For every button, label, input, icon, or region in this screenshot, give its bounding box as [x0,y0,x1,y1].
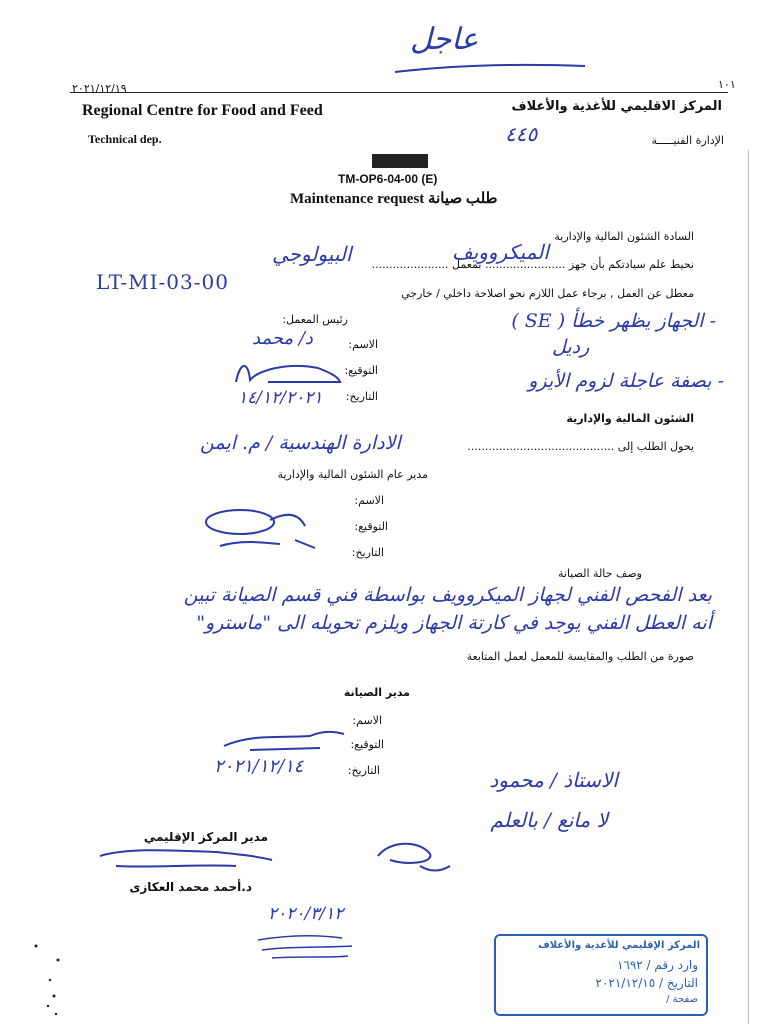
forward-line: يحول الطلب إلى .......................................... [467,440,694,453]
name-label-3: الاسم: [352,714,382,727]
dept-en: Technical dep. [88,132,162,146]
date-label-2: التاريخ: [351,546,384,559]
incoming-stamp [494,934,708,1016]
handwritten-bottom-date: ٢٠٢٠/٣/١٢ [268,904,344,924]
org-name-en: Regional Centre for Food and Feed [82,102,323,119]
director-label: مدير المركز الإقليمي [143,830,268,844]
urgent-underline [390,58,590,78]
director-initials [370,836,460,880]
signature-3 [220,724,350,754]
stamp-title: المركز الإقليمي للأغذية والأعلاف [538,940,700,951]
handwritten-device: الميكروويف [452,240,549,264]
handwritten-date-1: ١٤/١٢/٢٠٢١ [238,388,323,408]
handwritten-note-3: - بصفة عاجلة لزوم الأيزو [528,370,724,392]
stamp-line-3: صفحة / [666,994,698,1005]
handwritten-lab: البيولوجي [272,242,352,266]
org-name-ar: المركز الاقليمي للأغذية والأعلاف [511,99,722,114]
handwritten-urgent: عاجل [410,22,479,57]
maintenance-manager-label: مدير الصيانة [343,686,410,699]
maintenance-desc-label: وصف حالة الصيانة [557,567,642,580]
date-label-1: التاريخ: [345,390,378,403]
handwritten-date-3: ٢٠٢١/١٢/١٤ [214,756,304,777]
director-signature [96,842,276,882]
sign-label-2: التوقيع: [354,520,388,533]
form-code: TM-OP6-04-00 (E) [338,172,438,186]
bottom-scribble [252,926,362,966]
margin-marks [30,940,70,1020]
sign-label-3: التوقيع: [350,738,384,751]
form-title: Maintenance request طلب صيانة [290,191,498,207]
handwritten-ref: ٤٤٥ [505,122,538,146]
handwritten-forward: الادارة الهندسية / م. ايمن [200,432,401,454]
header-number: ١٠١ [718,78,736,91]
handwritten-desc-2: أنه العطل الفني يوجد في كارتة الجهاز ويلزم تحويله الى "ماسترو" [196,612,712,634]
handwritten-instruction-1: الاستاذ / محمود [489,768,618,792]
request-line-1: نحيط علم سيادتكم بأن جهز ....................... بمعمل ...................... [371,258,694,271]
director-name: د.أحمد محمد العكازى [129,880,252,894]
name-label-1: الاسم: [348,338,378,351]
name-label-2: الاسم: [354,494,384,507]
lab-head-label: رئيس المعمل: [282,313,348,326]
finance-heading: الشئون المالية والإدارية [566,412,694,425]
form-id-box [372,154,428,168]
page-edge-line [748,150,749,1024]
handwritten-desc-1: بعد الفحص الفني لجهاز الميكروويف بواسطة فني قسم الصيانة تبين [183,584,712,606]
handwritten-note-1: - الجهاز يظهر خطأ ( SE ) [511,310,716,332]
handwritten-code: LT-MI-03-00 [96,270,229,294]
handwritten-instruction-2: لا مانع / بالعلم [490,808,608,832]
header-rule [70,92,728,93]
request-line-2: معطل عن العمل , برجاء عمل اللازم نحو اصلاحة داخلي / خارجي [401,287,694,300]
dept-ar: الإدارة الفنيـــــة [651,134,724,147]
copy-note: صورة من الطلب والمقايسة للمعمل لعمل المتابعة [466,650,694,663]
signature-2 [200,500,340,560]
gm-label: مدير عام الشئون المالية والإدارية [277,468,428,481]
addressee: السادة الشئون المالية والإدارية [554,230,694,243]
stamp-line-1: وارد رقم / ١٦٩٢ [616,958,698,972]
handwritten-name-1: د/ محمد [252,328,313,349]
sign-label-1: التوقيع: [344,364,378,377]
stamp-line-2: التاريخ / ٢٠٢١/١٢/١٥ [595,976,698,990]
handwritten-note-2: رديل [552,336,590,358]
header-date: ٢٠٢١/١٢/١٩ [72,82,127,95]
date-label-3: التاريخ: [347,764,380,777]
signature-1 [228,352,348,392]
